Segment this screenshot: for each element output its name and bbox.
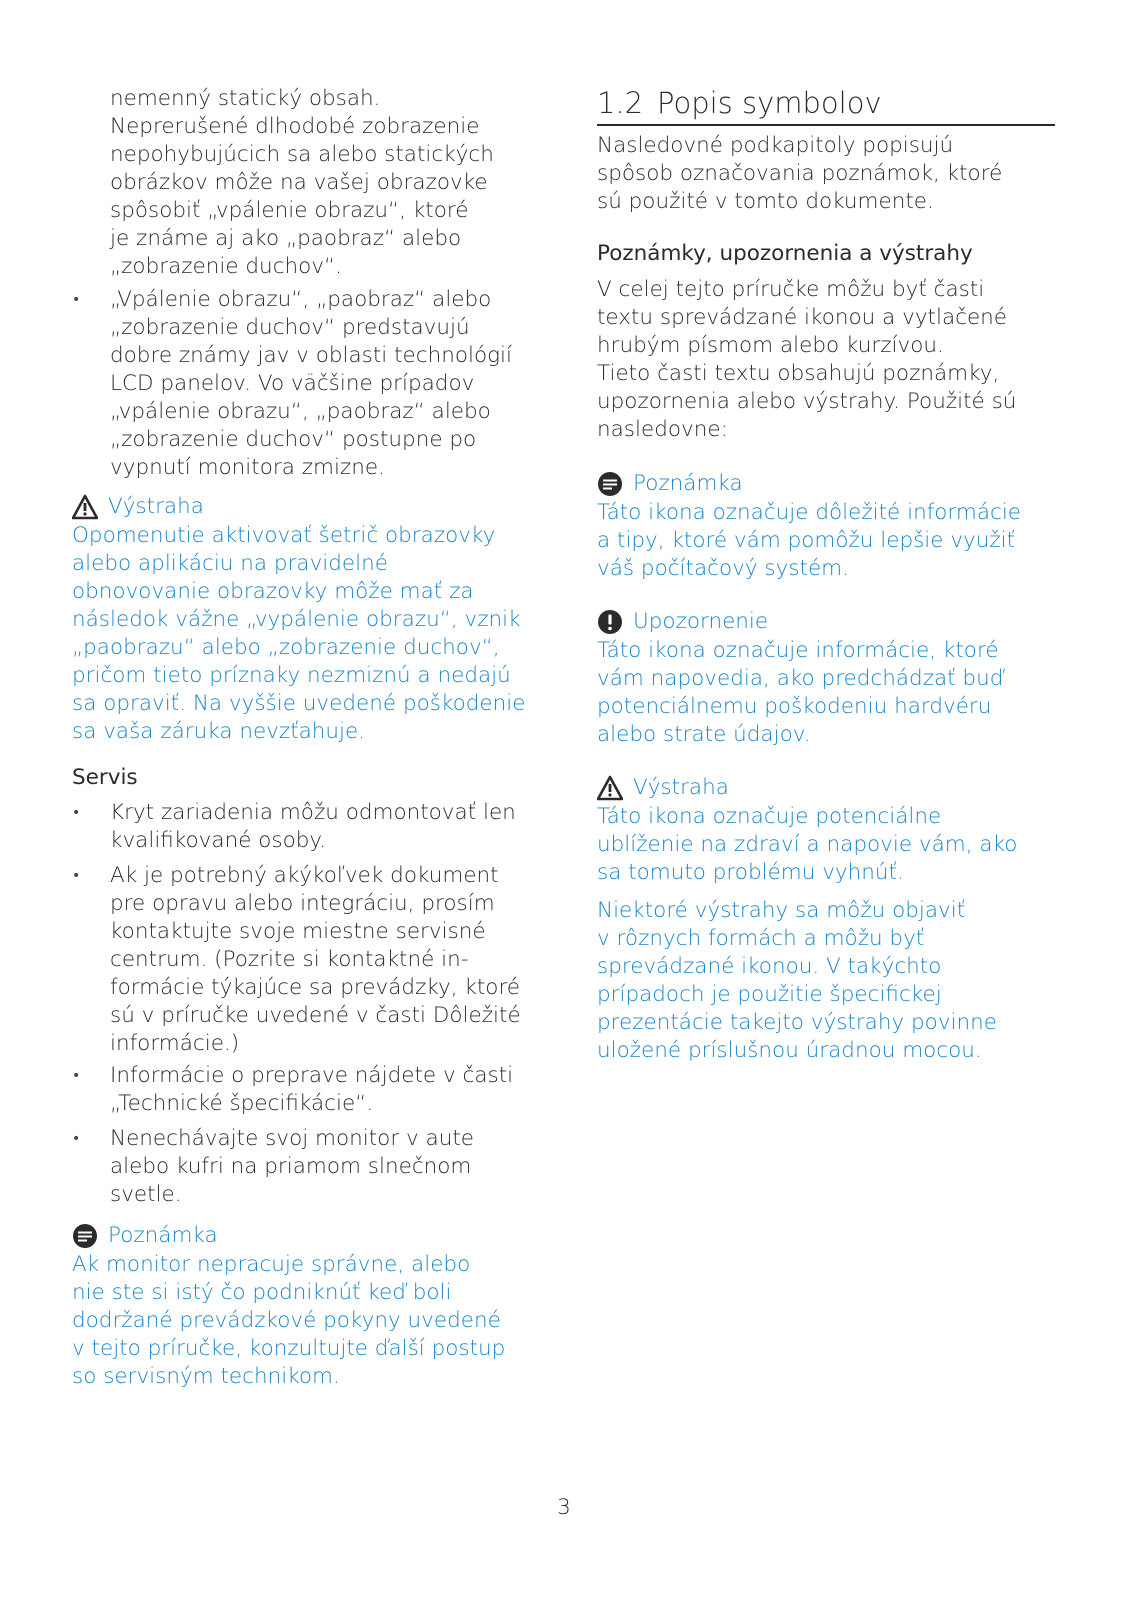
section-number: 1.2 — [597, 86, 644, 120]
note-label: Poznámka — [633, 471, 743, 496]
caution-icon — [597, 609, 623, 635]
intro-paragraph: nemenný statický obsah. Neprerušené dlhodobé zobrazenie nepohybujúcich sa alebo statických obrázkov môže na vašej obrazovke spôsobiť „vpálenie obrazu“, ktoré je známe aj ako „paobraz“ alebo „zobrazenie duchov“. — [110, 86, 494, 279]
warning-text: Táto ikona označuje potenciálne ublíženie na zdraví a napovie vám, ako sa tomuto problému vyhnúť. — [597, 804, 1018, 885]
description-paragraph: V celej tejto príručke môžu byť časti textu sprevádzané ikonou a vytlačené hrubým písmom alebo kurzívou. Tieto časti textu obsahujú poznámky, upozornenia alebo výstrahy. Použité sú nasledovne: — [597, 277, 1017, 442]
note-text: Táto ikona označuje dôležité informácie a tipy, ktoré vám pomôžu lepšie využiť váš počítačový systém. — [597, 500, 1022, 581]
servis-item: Ak je potrebný akýkoľvek dokument pre opravu alebo integráciu, prosím kontaktujte svoje miestne servisné centrum. (Pozrite si kontaktné in- formácie týkajúce sa prevádzky, ktoré sú v príručke uvedené v časti Dôležité informácie.) — [110, 863, 521, 1056]
caution-label: Upozornenie — [633, 609, 769, 634]
note-icon — [72, 1223, 98, 1249]
section-title-text: Popis symbolov — [657, 86, 882, 120]
warning-icon — [72, 494, 98, 520]
bullet-item: „Vpálenie obrazu“, „paobraz“ alebo „zobrazenie duchov“ predstavujú dobre známy jav v oblasti technológií LCD panelov. Vo väčšine prípadov „vpálenie obrazu“, „paobraz“ alebo „zobrazenie duchov“ postupne po vypnutí monitora zmizne. — [110, 287, 512, 480]
warning-text: Opomenutie aktivovať šetrič obrazovky alebo aplikáciu na pravidelné obnovovanie obrazovky môže mať za následok vážne „vypálenie obrazu“, vznik „paobrazu“ alebo „zobrazenie duchov“, pričom tieto príznaky nezmiznú a nedajú sa opraviť. Na vyššie uvedené poškodenie sa vaša záruka nevzťahuje. — [72, 523, 526, 744]
warning-heading — [72, 493, 204, 521]
warning-label: Výstraha — [108, 494, 204, 519]
caution-text: Táto ikona označuje informácie, ktoré vám napovedia, ako predchádzať buď potenciálnemu poškodeniu hardvéru alebo strate údajov. — [597, 638, 1004, 747]
note-heading — [597, 470, 743, 498]
bullet-dot: • — [72, 868, 81, 884]
warning-label: Výstraha — [633, 775, 729, 800]
bullet-dot: • — [72, 1131, 81, 1147]
servis-item: Nenechávajte svoj monitor v aute alebo kufri na priamom slnečnom svetle. — [110, 1126, 475, 1207]
note-icon — [597, 471, 623, 497]
bullet-dot: • — [72, 805, 81, 821]
note-heading — [72, 1222, 218, 1250]
warning-icon — [597, 775, 623, 801]
servis-item: Informácie o preprave nájdete v časti „Technické špecifikácie“. — [110, 1063, 514, 1116]
servis-heading: Servis — [72, 765, 138, 790]
warning-extra-text: Niektoré výstrahy sa môžu objaviť v rôznych formách a môžu byť sprevádzané ikonou. V takýchto prípadoch je použitie špecifickej prezentácie takejto výstrahy povinne uložené príslušnou úradnou mocou. — [597, 898, 998, 1063]
caution-heading — [597, 608, 768, 636]
note-text: Ak monitor nepracuje správne, alebo nie ste si istý čo podniknúť keď boli dodržané prevádzkové pokyny uvedené v tejto príručke, konzultujte ďalší postup so servisným technikom. — [72, 1252, 506, 1389]
section-title — [597, 84, 1055, 126]
intro-paragraph: Nasledovné podkapitoly popisujú spôsob označovania poznámok, ktoré sú použité v tomto dokumente. — [597, 133, 1003, 214]
note-label: Poznámka — [108, 1223, 218, 1248]
servis-item: Kryt zariadenia môžu odmontovať len kvalifikované osoby. — [110, 800, 516, 853]
bullet-dot: • — [72, 292, 81, 308]
page-number: 3 — [557, 1495, 571, 1520]
bullet-dot: • — [72, 1068, 81, 1084]
subheading: Poznámky, upozornenia a výstrahy — [597, 241, 973, 266]
warning-heading — [597, 774, 729, 802]
